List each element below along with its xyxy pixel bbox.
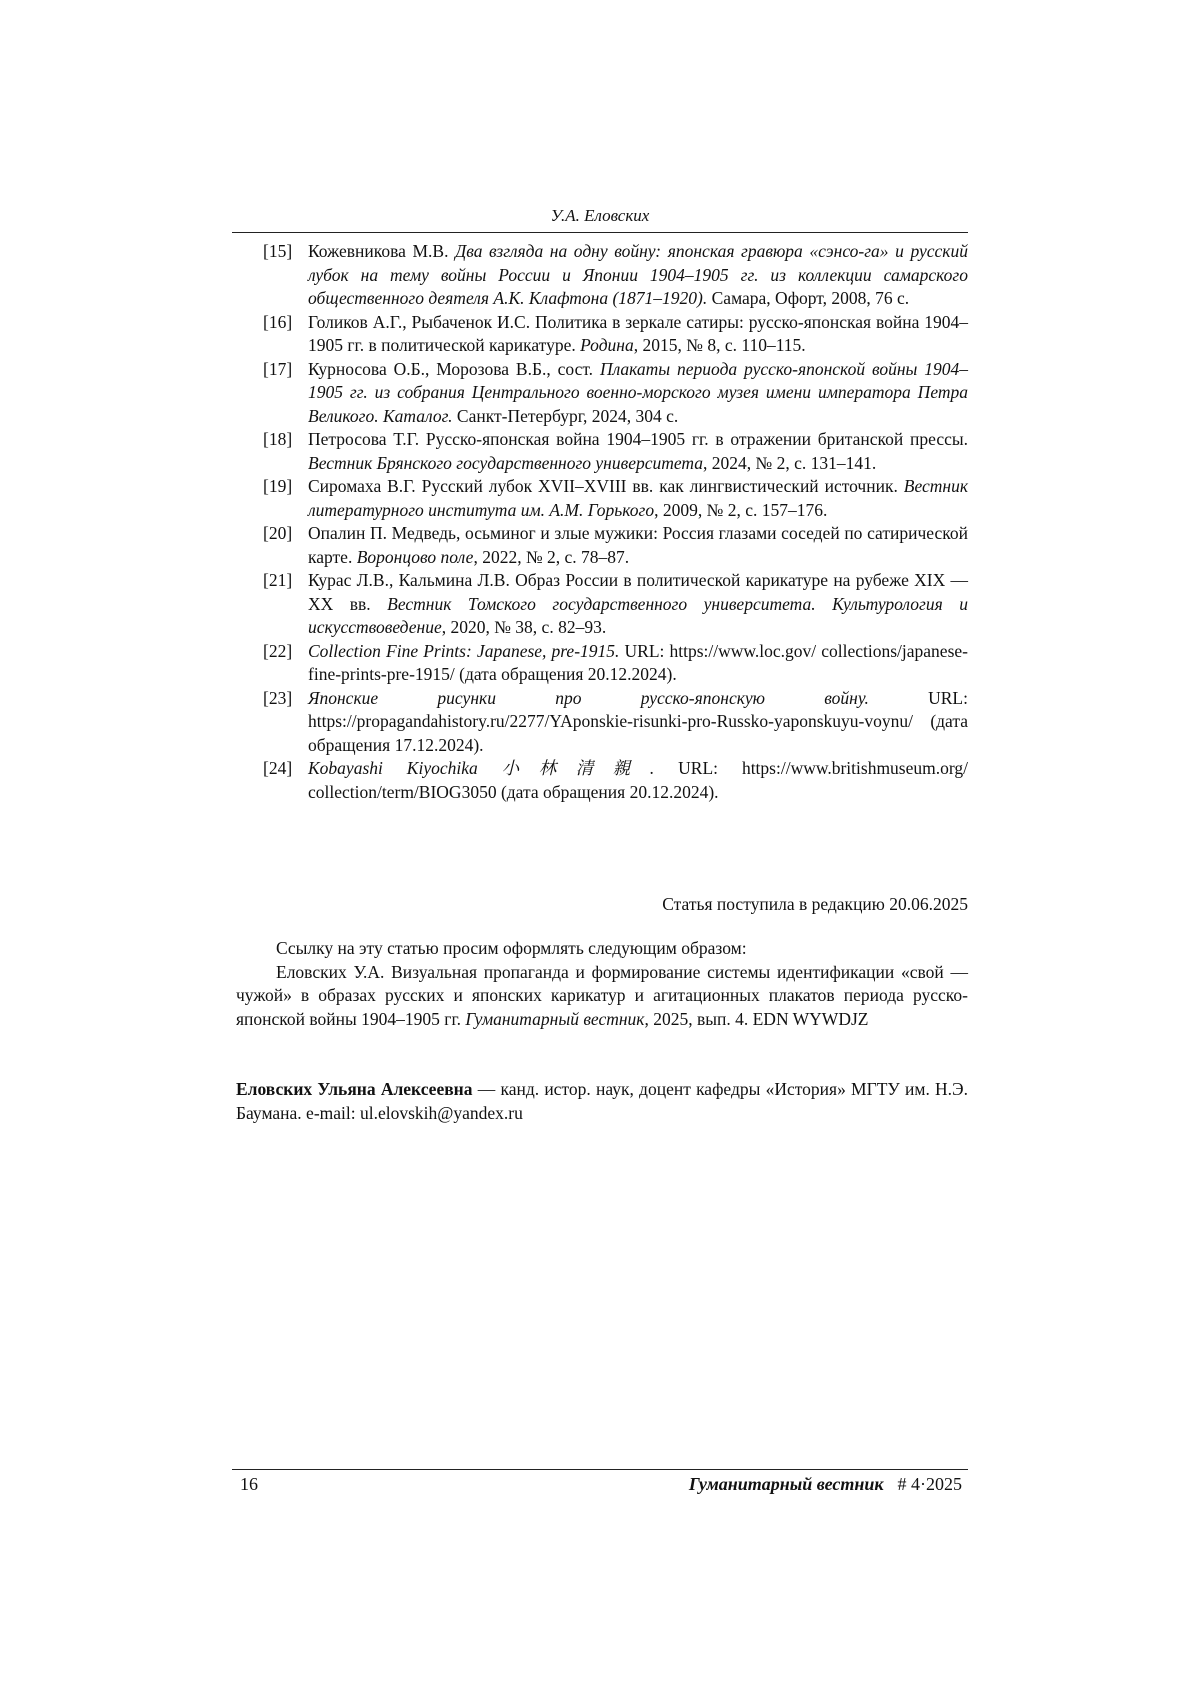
- text-segment: Курас Л.В., Кальмина Л.В. Образ России в политической карикатуре на рубеже XIX — XX вв.: [308, 570, 968, 614]
- author-info: [236, 1078, 968, 1125]
- citation-intro: Ссылку на эту статью просим оформлять следующим образом:: [276, 938, 747, 958]
- italic-text: Вестник Брянского государственного университета: [308, 452, 704, 473]
- journal-title: Гуманитарный вестник: [688, 1474, 884, 1494]
- reference-number: [18]: [263, 429, 293, 449]
- reference-text: [308, 428, 968, 475]
- text-segment: Сиромаха В.Г. Русский лубок XVII–XVIII вв. как лингвистический источник.: [308, 476, 904, 496]
- italic-text: Collection Fine Prints: Japanese, pre-1915.: [308, 640, 620, 661]
- text-segment: , 2025, вып. 4. EDN WYWDJZ: [644, 1008, 869, 1029]
- text-segment: URL: https://www.loc.gov/ collections/japanese-fine-prints-pre-1915/ (дата обращения 20.12.2024).: [308, 640, 968, 684]
- text-segment: URL: https://www.britishmuseum.org/ collection/term/BIOG3050 (дата обращения 20.12.2024).: [308, 758, 968, 802]
- text-segment: Кожевникова М.В.: [308, 241, 456, 261]
- text-segment: Голиков А.Г., Рыбаченок И.С. Политика в зеркале сатиры: русско-японская война 1904–1905 гг. в политической карикатуре.: [308, 311, 968, 355]
- italic-text: Вестник литературного института им. А.М. Горького: [308, 476, 968, 520]
- text-segment: , 2015, № 8, с. 110–115.: [633, 335, 806, 355]
- citation-text: [236, 961, 968, 1032]
- citation-block: [236, 937, 968, 1031]
- text-segment: Курносова О.Б., Морозова В.Б., сост.: [308, 358, 600, 379]
- reference-item: [263, 311, 968, 358]
- reference-item: [263, 757, 968, 804]
- author-name: Еловских Ульяна Алексеевна: [236, 1079, 473, 1099]
- text-segment: , 2009, № 2, с. 157–176.: [654, 499, 828, 520]
- reference-text: [308, 358, 968, 429]
- reference-number: [20]: [263, 523, 293, 543]
- italic-text: Гуманитарный вестник: [465, 1008, 645, 1029]
- reference-item: [263, 569, 968, 640]
- italic-text: Воронцово поле: [356, 546, 474, 567]
- reference-number: [17]: [263, 358, 293, 379]
- reference-number: [22]: [263, 640, 293, 661]
- journal-issue: [689, 1474, 962, 1495]
- reference-item: [263, 522, 968, 569]
- text-segment: , 2024, № 2, с. 131–141.: [703, 452, 877, 473]
- reference-text: [308, 522, 968, 569]
- italic-text: Kobayashi Kiyochika 小林清親.: [308, 758, 655, 778]
- text-segment: Самара, Офорт, 2008, 76 с.: [707, 288, 910, 308]
- reference-item: [263, 428, 968, 475]
- footer-rule: [232, 1469, 968, 1470]
- reference-number: [16]: [263, 311, 293, 332]
- page-number: 16: [240, 1474, 258, 1494]
- text-segment: Опалин П. Медведь, осьминог и злые мужики: Россия глазами соседей по сатирической карте.: [308, 523, 968, 567]
- reference-item: [263, 687, 968, 758]
- italic-text: Японские рисунки про русско-японскую войну.: [308, 687, 869, 708]
- text-segment: Еловских У.А. Визуальная пропаганда и формирование системы идентификации «свой — чужой» в образах русских и японских карикатур и агитационных плакатов периода русско-японской войны 1904–1905 гг.: [236, 961, 968, 1029]
- running-header: У.А. Еловских: [550, 206, 650, 225]
- reference-number: [24]: [263, 758, 293, 778]
- reference-text: [308, 240, 968, 311]
- text-segment: Санкт-Петербург, 2024, 304 с.: [452, 405, 679, 426]
- header-rule: [232, 232, 968, 233]
- text-segment: URL: https://propagandahistory.ru/2277/YAponskie-risunki-pro-Russko-yaponskuyu-voynu/ (дата обращения 17.12.2024).: [308, 687, 968, 755]
- reference-text: [308, 311, 968, 358]
- reference-text: [308, 757, 968, 804]
- reference-text: [308, 569, 968, 640]
- reference-item: [263, 475, 968, 522]
- italic-text: Родина: [580, 335, 634, 355]
- reference-text: [308, 687, 968, 758]
- reference-number: [19]: [263, 476, 293, 496]
- reference-number: [23]: [263, 687, 293, 708]
- reference-item: [263, 240, 968, 311]
- italic-text: Вестник Томского государственного университета. Культурология и искусствоведение: [308, 593, 968, 637]
- reference-list: [263, 240, 968, 804]
- issue-number: # 4·2025: [897, 1474, 962, 1494]
- text-segment: , 2022, № 2, с. 78–87.: [473, 546, 630, 567]
- author-details: — канд. истор. наук, доцент кафедры «История» МГТУ им. Н.Э. Баумана. e-mail: ul.elovskih@yandex.ru: [236, 1079, 968, 1123]
- italic-text: Плакаты периода русско-японской войны 1904–1905 гг. из собрания Центрального военно-морского музея имени императора Петра Великого. Каталог.: [308, 358, 968, 426]
- italic-text: Два взгляда на одну войну: японская гравюра «сэнсо-га» и русский лубок на тему войны России и Японии 1904–1905 гг. из коллекции самарского общественного деятеля А.К. Клафтона (1871–1920).: [308, 241, 968, 308]
- reference-item: [263, 358, 968, 429]
- reference-text: [308, 475, 968, 522]
- text-segment: , 2020, № 38, с. 82–93.: [441, 617, 607, 637]
- reference-item: [263, 640, 968, 687]
- received-date: Статья поступила в редакцию 20.06.2025: [662, 894, 968, 914]
- reference-number: [15]: [263, 241, 293, 261]
- reference-number: [21]: [263, 570, 293, 590]
- reference-text: [308, 640, 968, 687]
- text-segment: Петросова Т.Г. Русско-японская война 1904–1905 гг. в отражении британской прессы.: [308, 429, 968, 449]
